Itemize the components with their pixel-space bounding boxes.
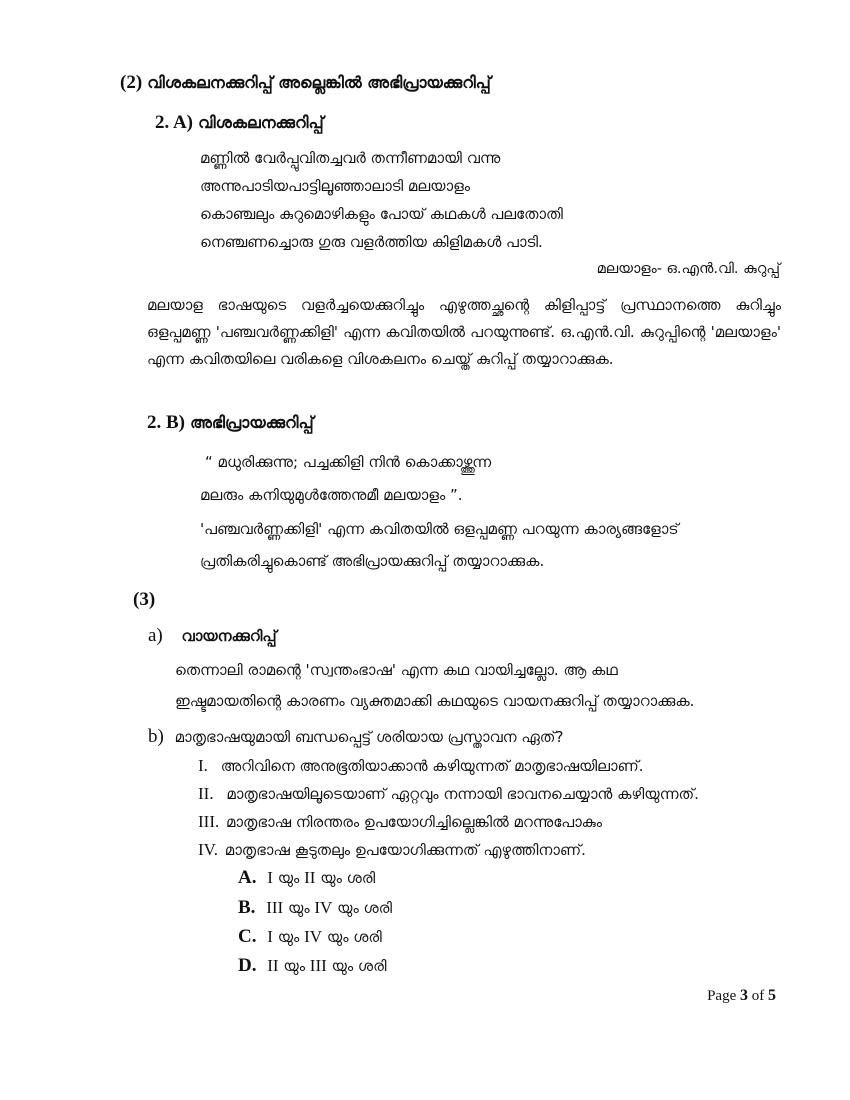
question-3a-title: വായനക്കുറിപ്പ് [181, 627, 277, 645]
question-2b-title: അഭിപ്രായക്കുറിപ്പ് [190, 413, 314, 432]
statement-item [198, 755, 644, 777]
option-suffix: യും ശരി [337, 899, 393, 917]
question-2a-heading [155, 112, 324, 134]
option-suffix: യും ശരി [331, 957, 387, 975]
poem-line: അന്നുപാടിയപാട്ടിലൂഞ്ഞാലാടി മലയാളം [200, 177, 471, 195]
option-numeral: III [266, 898, 284, 917]
option-letter: D. [238, 955, 257, 976]
statement-numeral: IV. [198, 840, 218, 859]
footer-page-word: Page [707, 988, 737, 1004]
option-letter: B. [238, 897, 256, 918]
poem-line: മണ്ണിൽ വേർപ്പുവിതച്ചവർ തന്നീണമായി വന്നു [200, 149, 501, 167]
statement-text: മാതൃഭാഷ നിരന്തരം ഉപയോഗിച്ചില്ലെങ്കിൽ മറന്നുപോകും [226, 813, 603, 831]
option-numeral: IV [314, 898, 333, 917]
option-numeral: I [267, 868, 273, 887]
statement-numeral: II. [198, 784, 214, 803]
option-numeral: I [267, 927, 273, 946]
option-numeral: II [304, 868, 316, 887]
option-letter: A. [238, 867, 257, 888]
question-2b-instruction: 'പഞ്ചവർണ്ണക്കിളി' എന്ന കവിതയിൽ ഒളപ്പമണ്ണ പറയുന്ന കാര്യങ്ങളോട് [200, 520, 679, 538]
question-2b-heading [147, 412, 314, 434]
section-2-heading [120, 72, 491, 94]
quote-line: “ മധുരിക്കുന്നു; പച്ചക്കിളി നിൻ കൊക്കാഴ്ത്തുന്ന [205, 453, 492, 471]
statement-text: മാതൃഭാഷ കൂടുതലും ഉപയോഗിക്കുന്നത് എഴുത്തിനാണ്. [224, 841, 586, 859]
option-joiner: യും [283, 957, 305, 975]
statement-item [198, 811, 602, 833]
option-joiner: യും [277, 869, 300, 887]
statement-text: അറിവിനെ അനുഭൂതിയാക്കാൻ കഴിയുന്നത് മാതൃഭാഷയിലാണ്. [220, 757, 644, 775]
question-3b-text: മാതൃഭാഷയുമായി ബന്ധപ്പെട്ട് ശരിയായ പ്രസ്താവന ഏത്? [174, 728, 564, 746]
footer-total-pages: 5 [768, 987, 776, 1004]
poem-attribution: മലയാളം- ഒ.എൻ.വി. കുറുപ്പ് [596, 261, 780, 277]
question-2a-title: വിശകലനക്കുറിപ്പ് [198, 113, 324, 132]
answer-option-d[interactable] [238, 955, 386, 977]
answer-option-b[interactable] [238, 897, 392, 919]
question-3a-text: ഇഷ്ടമായതിന്റെ കാരണം വ്യക്തമാക്കി കഥയുടെ വായനക്കുറിപ്പ് തയ്യാറാക്കുക. [175, 692, 695, 710]
statement-text: മാതൃഭാഷയിലൂടെയാണ് ഏറ്റവും നന്നായി ഭാവനചെയ്യാൻ കഴിയുന്നത്. [226, 785, 699, 803]
footer-current-page: 3 [740, 987, 748, 1004]
poem-line: കൊഞ്ചലും കുറുമൊഴികളും പോയ് കഥകൾ പലതോതി [200, 205, 563, 223]
quote-line: മലരും കനിയുമുൾത്തേനുമീ മലയാളം ”. [200, 486, 463, 504]
section-3-number: (3) [133, 589, 156, 610]
section-2-title: വിശകലനക്കുറിപ്പ് അല്ലെങ്കിൽ അഭിപ്രായക്കുറിപ്പ് [147, 73, 491, 92]
option-suffix: യും ശരി [320, 869, 376, 887]
statement-item [198, 783, 699, 805]
question-2b-number: 2. B) [147, 412, 185, 433]
answer-option-a[interactable] [238, 867, 375, 889]
statement-numeral: III. [198, 812, 220, 831]
question-3a-heading [148, 625, 277, 647]
option-numeral: IV [304, 927, 323, 946]
answer-option-c[interactable] [238, 926, 382, 948]
question-3a-text: തെന്നാലി രാമന്റെ 'സ്വന്തംഭാഷ' എന്ന കഥ വായിച്ചല്ലോ. ആ കഥ [175, 661, 618, 679]
option-letter: C. [238, 926, 257, 947]
option-joiner: യും [287, 899, 310, 917]
question-2a-number: 2. A) [155, 112, 193, 133]
option-suffix: യും ശരി [326, 928, 382, 946]
statement-numeral: I. [198, 756, 208, 775]
poem-line: നെഞ്ചണച്ചൊരു ഗുരു വളർത്തിയ കിളിമകൾ പാടി. [200, 233, 543, 251]
page-footer [707, 985, 776, 1007]
question-3a-label: a) [148, 625, 163, 646]
question-3b-heading [148, 726, 563, 748]
statement-item [198, 839, 586, 861]
question-3b-label: b) [148, 726, 164, 747]
question-2a-instruction: മലയാള ഭാഷയുടെ വളർച്ചയെക്കുറിച്ചും എഴുത്തച്ഛന്റെ കിളിപ്പാട്ട് പ്രസ്ഥാനത്തെ കുറിച്ചും ഒളപ്പമണ്ണ 'പഞ്ചവർണ്ണക്കിളി' എന്ന കവിതയിൽ പറയുന്നുണ്ട്. ഒ.എൻ.വി. കുറുപ്പിന്റെ 'മലയാളം' എന്ന കവിതയിലെ വരികളെ വിശകലനം ചെയ്ത് കുറിപ്പ് തയ്യാറാക്കുക. [147, 296, 781, 368]
option-numeral: III [309, 956, 327, 975]
option-joiner: യും [277, 928, 300, 946]
footer-of-word: of [751, 988, 765, 1004]
section-2-number: (2) [120, 72, 143, 93]
question-2b-instruction: പ്രതികരിച്ചുകൊണ്ട് അഭിപ്രായക്കുറിപ്പ് തയ്യാറാക്കുക. [200, 552, 545, 570]
option-numeral: II [267, 956, 279, 975]
